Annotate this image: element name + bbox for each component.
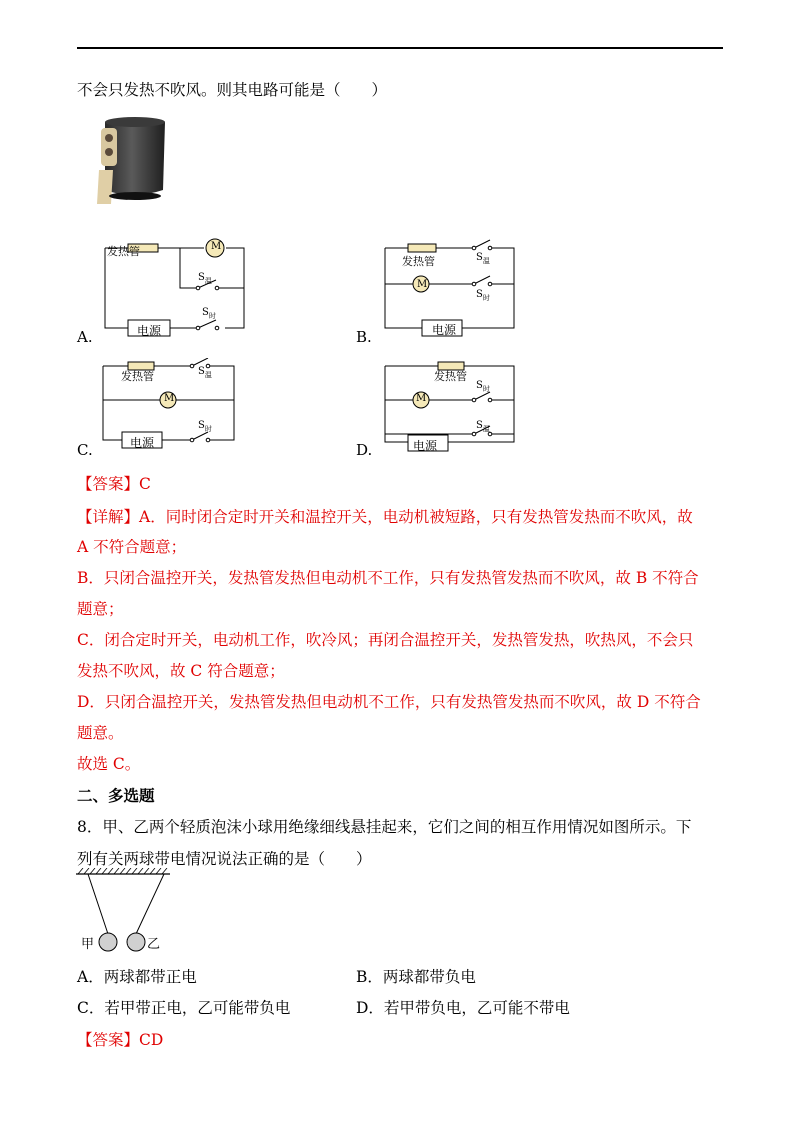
q7-explain-line: 题意； bbox=[77, 600, 124, 618]
q8-option-d: D．若甲带负电，乙可能不带电 bbox=[356, 999, 570, 1017]
q8-answer: 【答案】CD bbox=[77, 1031, 164, 1049]
option-d-label: D. bbox=[356, 441, 373, 459]
heater-label: 发热管 bbox=[434, 370, 467, 383]
ball-label-jia: 甲 bbox=[81, 937, 95, 952]
q7-answer: 【答案】C bbox=[77, 475, 151, 493]
option-c-label: C. bbox=[77, 441, 93, 459]
q7-conclusion: 故选 C。 bbox=[77, 755, 141, 773]
q7-explain-line: 题意。 bbox=[77, 724, 124, 742]
switch-label: $S_时$ bbox=[202, 307, 216, 320]
q8-stem-line: 列有关两球带电情况说法正确的是（ ） bbox=[77, 850, 372, 868]
motor-label: M bbox=[211, 241, 222, 252]
power-label: 电源 bbox=[130, 436, 155, 450]
q7-explain-line: A 不符合题意； bbox=[77, 538, 187, 556]
air-fryer-image bbox=[93, 112, 173, 207]
q7-explain-line: C．闭合定时开关，电动机工作，吹冷风；再闭合温控开关，发热管发热，吹热风，不会只 bbox=[77, 631, 694, 649]
motor-label: M bbox=[417, 279, 428, 290]
q7-stem-tail: 不会只发热不吹风。则其电路可能是（ ） bbox=[77, 81, 388, 99]
q8-stem-line: 8．甲、乙两个轻质泡沫小球用绝缘细线悬挂起来，它们之间的相互作用情况如图所示。下 bbox=[77, 818, 692, 836]
heater-label: 发热管 bbox=[121, 370, 154, 383]
q7-explain-line: 【详解】A．同时闭合定时开关和温控开关，电动机被短路，只有发热管发热而不吹风，故 bbox=[77, 508, 693, 526]
motor-label: M bbox=[416, 393, 427, 404]
q7-explain-line: B．只闭合温控开关，发热管发热但电动机不工作，只有发热管发热而不吹风，故 B 不符合 bbox=[77, 569, 699, 587]
circuit-c bbox=[98, 358, 243, 450]
switch-label: $S_温$ bbox=[198, 366, 212, 379]
q7-explain-line: D．只闭合温控开关，发热管发热但电动机不工作，只有发热管发热而不吹风，故 D 不符合 bbox=[77, 693, 701, 711]
q7-explain-line: 发热不吹风，故 C 符合题意； bbox=[77, 662, 285, 680]
power-label: 电源 bbox=[432, 323, 457, 337]
power-label: 电源 bbox=[137, 324, 162, 338]
q8-option-c: C．若甲带正电，乙可能带负电 bbox=[77, 999, 291, 1017]
q8-option-b: B．两球都带负电 bbox=[356, 968, 476, 986]
section-heading: 二、多选题 bbox=[77, 786, 155, 805]
power-label: 电源 bbox=[413, 439, 438, 453]
motor-label: M bbox=[164, 393, 175, 404]
option-a-label: A. bbox=[77, 328, 93, 346]
switch-label: $S_时$ bbox=[198, 420, 212, 433]
ball-label-yi: 乙 bbox=[147, 937, 161, 952]
switch-label: $S_温$ bbox=[476, 420, 490, 433]
heater-label: 发热管 bbox=[107, 245, 140, 258]
switch-label: $S_时$ bbox=[476, 289, 490, 302]
q8-option-a: A．两球都带正电 bbox=[77, 968, 197, 986]
switch-label: $S_温$ bbox=[476, 252, 490, 265]
switch-label: $S_温$ bbox=[198, 272, 212, 285]
heater-label: 发热管 bbox=[402, 255, 435, 268]
switch-label: $S_时$ bbox=[476, 380, 490, 393]
header-rule bbox=[77, 47, 723, 49]
option-b-label: B. bbox=[356, 328, 372, 346]
